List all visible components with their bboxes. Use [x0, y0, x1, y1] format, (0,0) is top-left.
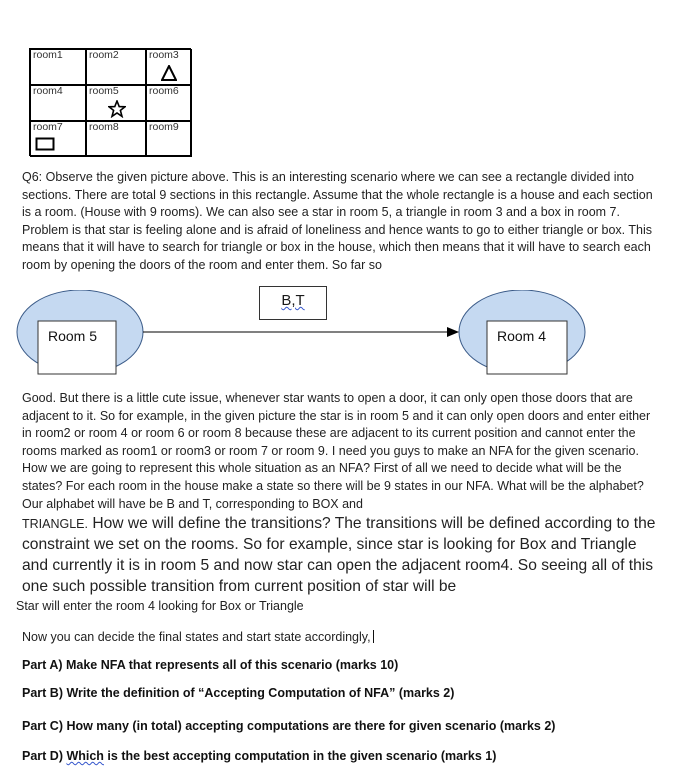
room-cell-5	[86, 85, 146, 121]
part-d-flagged-word: Which	[66, 749, 104, 763]
body-large-text: How we will define the transitions? The transitions will be defined according to the constraint we set on the rooms. So for example, since star is looking for Box and Triangle and currently it is in room 5 and now star can open the adjacent room4. So seeing all of this one such possible transition from current position of star will be	[22, 515, 656, 596]
triangle-icon	[161, 65, 177, 81]
part-d-prefix: Part D)	[22, 749, 67, 763]
room-label: room3	[149, 49, 179, 61]
question-part-b: Part B) Write the definition of “Accepting Computation of NFA” (marks 2)	[22, 686, 455, 700]
room-label: room9	[149, 121, 179, 133]
transition-arrow-head	[447, 327, 459, 337]
room-cell-6	[146, 85, 192, 121]
question-part-c: Part C) How many (in total) accepting computations are there for given scenario (marks 2)	[22, 719, 556, 733]
state-room5-label: Room 5	[48, 328, 98, 344]
part-d-rest: is the best accepting computation in the given scenario (marks 1)	[103, 749, 497, 763]
room-cell-8	[86, 121, 146, 157]
final-line	[22, 629, 656, 647]
room-cell-1	[30, 49, 86, 85]
star-icon	[108, 100, 126, 118]
room-label: room6	[149, 85, 179, 97]
nfa-diagram	[0, 290, 678, 390]
question-part-a: Part A) Make NFA that represents all of this scenario (marks 10)	[22, 658, 399, 672]
room-cell-2	[86, 49, 146, 85]
room-cell-4	[30, 85, 86, 121]
room-cell-7	[30, 121, 86, 157]
box-icon	[35, 137, 55, 151]
room-label: room1	[33, 49, 63, 61]
body-paragraph	[22, 390, 656, 597]
body-text: Good. But there is a little cute issue, whenever star wants to open a door, it can only open those doors that are adjacent to it. So for example, in the given picture the star is in room 5 and it can only open doors and enter either in room2 or room 4 or room 6 or room 8 because these are adjacent to its current position and cannot enter the rooms marked as room1 or room3 or room 7 or room 9. I need you guys to make an NFA for the given scenario. How we are going to represent this whole situation as an NFA? First of all we need to decide what will be the states? For each room in the house make a state so there will be 9 states in our NFA. What will be the alphabet? Our alphabet will have be B and T, corresponding to BOX and	[22, 391, 651, 511]
room-grid	[29, 48, 191, 156]
state-room4-label: Room 4	[497, 328, 547, 344]
room-label: room5	[89, 85, 119, 97]
body-triangle-word: TRIANGLE.	[22, 517, 88, 532]
room-label: room4	[33, 85, 63, 97]
room-label: room2	[89, 49, 119, 61]
question-part-d	[22, 749, 496, 763]
final-line-text: Now you can decide the final states and start state accordingly,	[22, 630, 371, 644]
room-cell-3	[146, 49, 192, 85]
room-label: room7	[33, 121, 63, 133]
star-line: Star will enter the room 4 looking for Box or Triangle	[16, 599, 304, 613]
transition-label: B,T	[281, 292, 305, 309]
text-cursor	[373, 630, 374, 643]
intro-paragraph: Q6: Observe the given picture above. This is an interesting scenario where we can see a rectangle divided into sections. There are total 9 sections in this rectangle. Assume that the whole rectangle is a house and each section is a room. (House with 9 rooms). We can also see a star in room 5, a triangle in room 3 and a box in room 7. Problem is that star is feeling alone and is afraid of loneliness and hence wants to go to either triangle or box. This means that it will have to search for triangle or box in the house, which then means that it will have to search each room by opening the doors of the room and enter them. So far so	[22, 170, 653, 272]
room-cell-9	[146, 121, 192, 157]
room-label: room8	[89, 121, 119, 133]
